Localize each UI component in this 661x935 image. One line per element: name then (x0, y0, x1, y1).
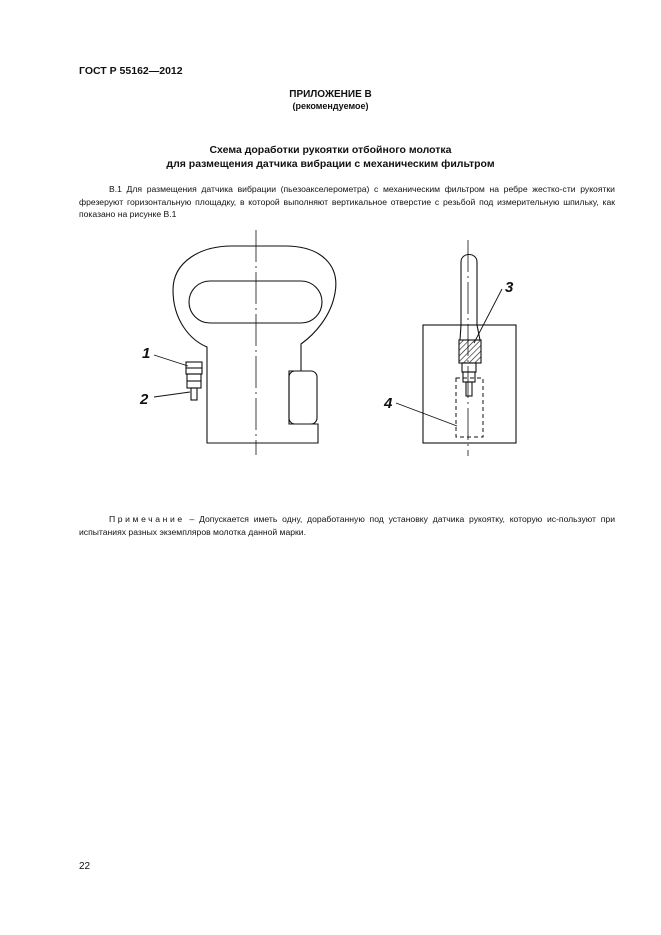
label-1: 1 (142, 345, 151, 362)
hidden-hole (456, 378, 483, 437)
page-number: 22 (79, 861, 91, 872)
leader-1 (154, 355, 188, 366)
label-3: 3 (505, 279, 514, 296)
sensor-body-right (463, 372, 475, 382)
appendix-title: ПРИЛОЖЕНИЕ В (289, 89, 372, 100)
note-lead: Примечание (109, 514, 185, 524)
leader-4 (396, 403, 457, 426)
leader-3 (474, 289, 502, 343)
sensor-housing (459, 340, 481, 363)
rib-outline (461, 255, 477, 326)
body-paragraph-text: В.1 Для размещения датчика вибрации (пьезоакселерометра) с механическим фильтром на ребре жестко-сти рукоятки фрезеруют горизонтальную площадку, в которой выполняют вертикальное отверстие с резьбой под измерительную шпильку, как показано на рисунке В.1 (79, 184, 615, 219)
label-4: 4 (384, 395, 393, 412)
section-title-line2: для размещения датчика вибрации с механическим фильтром (166, 158, 495, 170)
sensor-pin-right (466, 382, 472, 396)
section-title-line1: Схема доработки рукоятки отбойного молотка (209, 144, 452, 156)
handle-outline (173, 246, 336, 443)
appendix-status: (рекомендуемое) (292, 101, 369, 111)
leader-2 (154, 392, 190, 397)
side-pad (289, 371, 317, 424)
note-text: – Допускается иметь одну, доработанную под установку датчика рукоятку, которую ис-пользуют при испытаниях разных экземпляров молотка данной марки. (79, 514, 615, 537)
document-header: ГОСТ Р 55162—2012 (79, 65, 183, 77)
sensor-pin-left (191, 388, 197, 400)
note-paragraph (79, 513, 615, 538)
label-2: 2 (140, 391, 149, 408)
grip-slot (189, 281, 322, 323)
sensor-nut-right (462, 363, 476, 372)
